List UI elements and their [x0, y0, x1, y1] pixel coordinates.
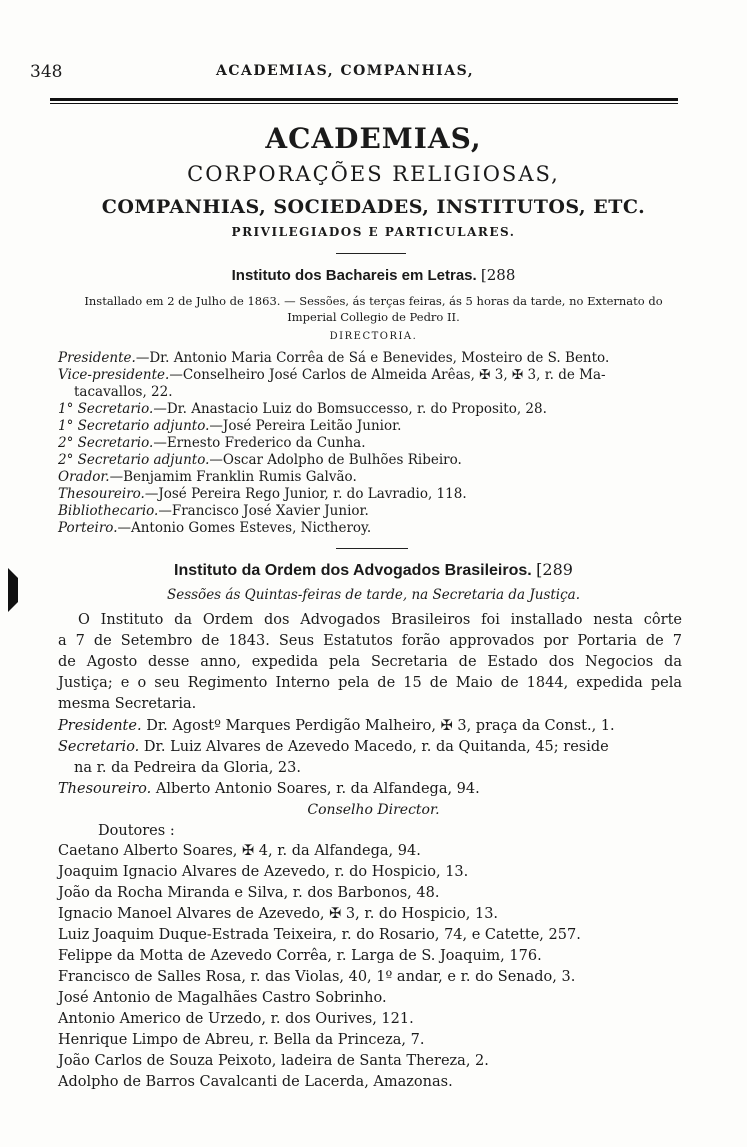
bachareis-info-1: Installado em 2 de Julho de 1863. — Sessões, ás terças feiras, ás 5 horas da tarde, no Externato do: [84, 294, 663, 308]
advogados-paragraph: O Instituto da Ordem dos Advogados Brasileiros foi installado nesta côrte a 7 de Setembro de 1843. Seus Estatutos forão approvados por Portaria de 7 de Agosto desse anno, expedida pela Secretaria de Estado dos Negocios da Justiça; e o seu Regimento Interno pela de 15 de Maio de 1844, expedida pela mesma Secretaria.: [58, 612, 682, 712]
directory-heading: DIRECTORIA.: [329, 331, 418, 342]
section-title: ACADEMIAS,: [265, 122, 482, 155]
bachareis-number: [288: [480, 266, 516, 284]
doctor-line: Adolpho de Barros Cavalcanti de Lacerda, Amazonas.: [58, 1074, 453, 1090]
section-subtitle-1: CORPORAÇÕES RELIGIOSAS,: [187, 162, 560, 186]
officer-line: Thesoureiro. Alberto Antonio Soares, r. da Alfandega, 94.: [58, 781, 480, 797]
section-subtitle-2: COMPANHIAS, SOCIEDADES, INSTITUTOS, ETC.: [101, 196, 646, 218]
bachareis-heading: Instituto dos Bachareis em Letras.: [231, 267, 477, 284]
section-subtitle-3: PRIVILEGIADOS E PARTICULARES.: [231, 225, 516, 239]
member-line: 1° Secretario.—Dr. Anastacio Luiz do Bomsuccesso, r. do Proposito, 28.: [58, 401, 547, 417]
doctor-line: Antonio Americo de Urzedo, r. dos Ourives, 121.: [58, 1011, 414, 1027]
doctor-line: Joaquim Ignacio Alvares de Azevedo, r. do Hospicio, 13.: [58, 864, 469, 880]
divider: [336, 253, 406, 254]
doctor-line: Caetano Alberto Soares, ✠ 4, r. da Alfandega, 94.: [58, 843, 421, 859]
doctor-line: João da Rocha Miranda e Silva, r. dos Barbonos, 48.: [58, 885, 440, 901]
doctor-line: Luiz Joaquim Duque-Estrada Teixeira, r. do Rosario, 74, e Catette, 257.: [58, 927, 581, 943]
doctor-line: Henrique Limpo de Abreu, r. Bella da Princeza, 7.: [58, 1032, 425, 1048]
divider: [336, 548, 408, 549]
advogados-heading-line: [0, 560, 747, 580]
member-line: Presidente.—Dr. Antonio Maria Corrêa de Sá e Benevides, Mosteiro de S. Bento.: [58, 350, 610, 366]
member-line: 2° Secretario.—Ernesto Frederico da Cunha.: [58, 435, 366, 451]
bachareis-info-2: Imperial Collegio de Pedro II.: [287, 310, 460, 324]
member-line: Orador.—Benjamim Franklin Rumis Galvão.: [58, 469, 357, 485]
advogados-number: [289: [536, 560, 573, 579]
member-line: Vice-presidente.—Conselheiro José Carlos de Almeida Arêas, ✠ 3, ✠ 3, r. de Ma-: [58, 367, 606, 383]
doctor-line: José Antonio de Magalhães Castro Sobrinho.: [58, 990, 387, 1006]
header-rule-thick: [50, 98, 678, 101]
doctor-line: Felippe da Motta de Azevedo Corrêa, r. Larga de S. Joaquim, 176.: [58, 948, 542, 964]
member-line: Bibliothecario.—Francisco José Xavier Junior.: [58, 503, 369, 519]
officer-line: Presidente. Dr. Agostº Marques Perdigão Malheiro, ✠ 3, praça da Const., 1.: [58, 718, 615, 734]
member-line: Thesoureiro.—José Pereira Rego Junior, r. do Lavradio, 118.: [58, 486, 467, 502]
advogados-heading: Instituto da Ordem dos Advogados Brasileiros.: [174, 562, 532, 579]
officer-line: Secretario. Dr. Luiz Alvares de Azevedo Macedo, r. da Quitanda, 45; reside: [58, 739, 609, 755]
council-heading: Conselho Director.: [307, 802, 440, 818]
member-line: 2° Secretario adjunto.—Oscar Adolpho de Bulhões Ribeiro.: [58, 452, 462, 468]
member-line: Porteiro.—Antonio Gomes Esteves, Nictheroy.: [58, 520, 372, 536]
page-number: 348: [30, 62, 63, 82]
doctors-label: Doutores :: [98, 823, 175, 839]
doctor-line: Ignacio Manoel Alvares de Azevedo, ✠ 3, r. do Hospicio, 13.: [58, 906, 499, 922]
member-line: 1° Secretario adjunto.—José Pereira Leitão Junior.: [58, 418, 402, 434]
header-rule-thin: [50, 103, 678, 104]
doctor-line: João Carlos de Souza Peixoto, ladeira de Santa Thereza, 2.: [58, 1053, 489, 1069]
doctor-line: Francisco de Salles Rosa, r. das Violas, 40, 1º andar, e r. do Senado, 3.: [58, 969, 576, 985]
running-title: ACADEMIAS, COMPANHIAS,: [216, 63, 475, 79]
advogados-subtitle: Sessões ás Quintas-feiras de tarde, na Secretaria da Justiça.: [166, 587, 581, 603]
bachareis-heading-line: [0, 266, 747, 284]
officer-line: na r. da Pedreira da Gloria, 23.: [74, 760, 301, 776]
member-line: tacavallos, 22.: [74, 384, 173, 400]
